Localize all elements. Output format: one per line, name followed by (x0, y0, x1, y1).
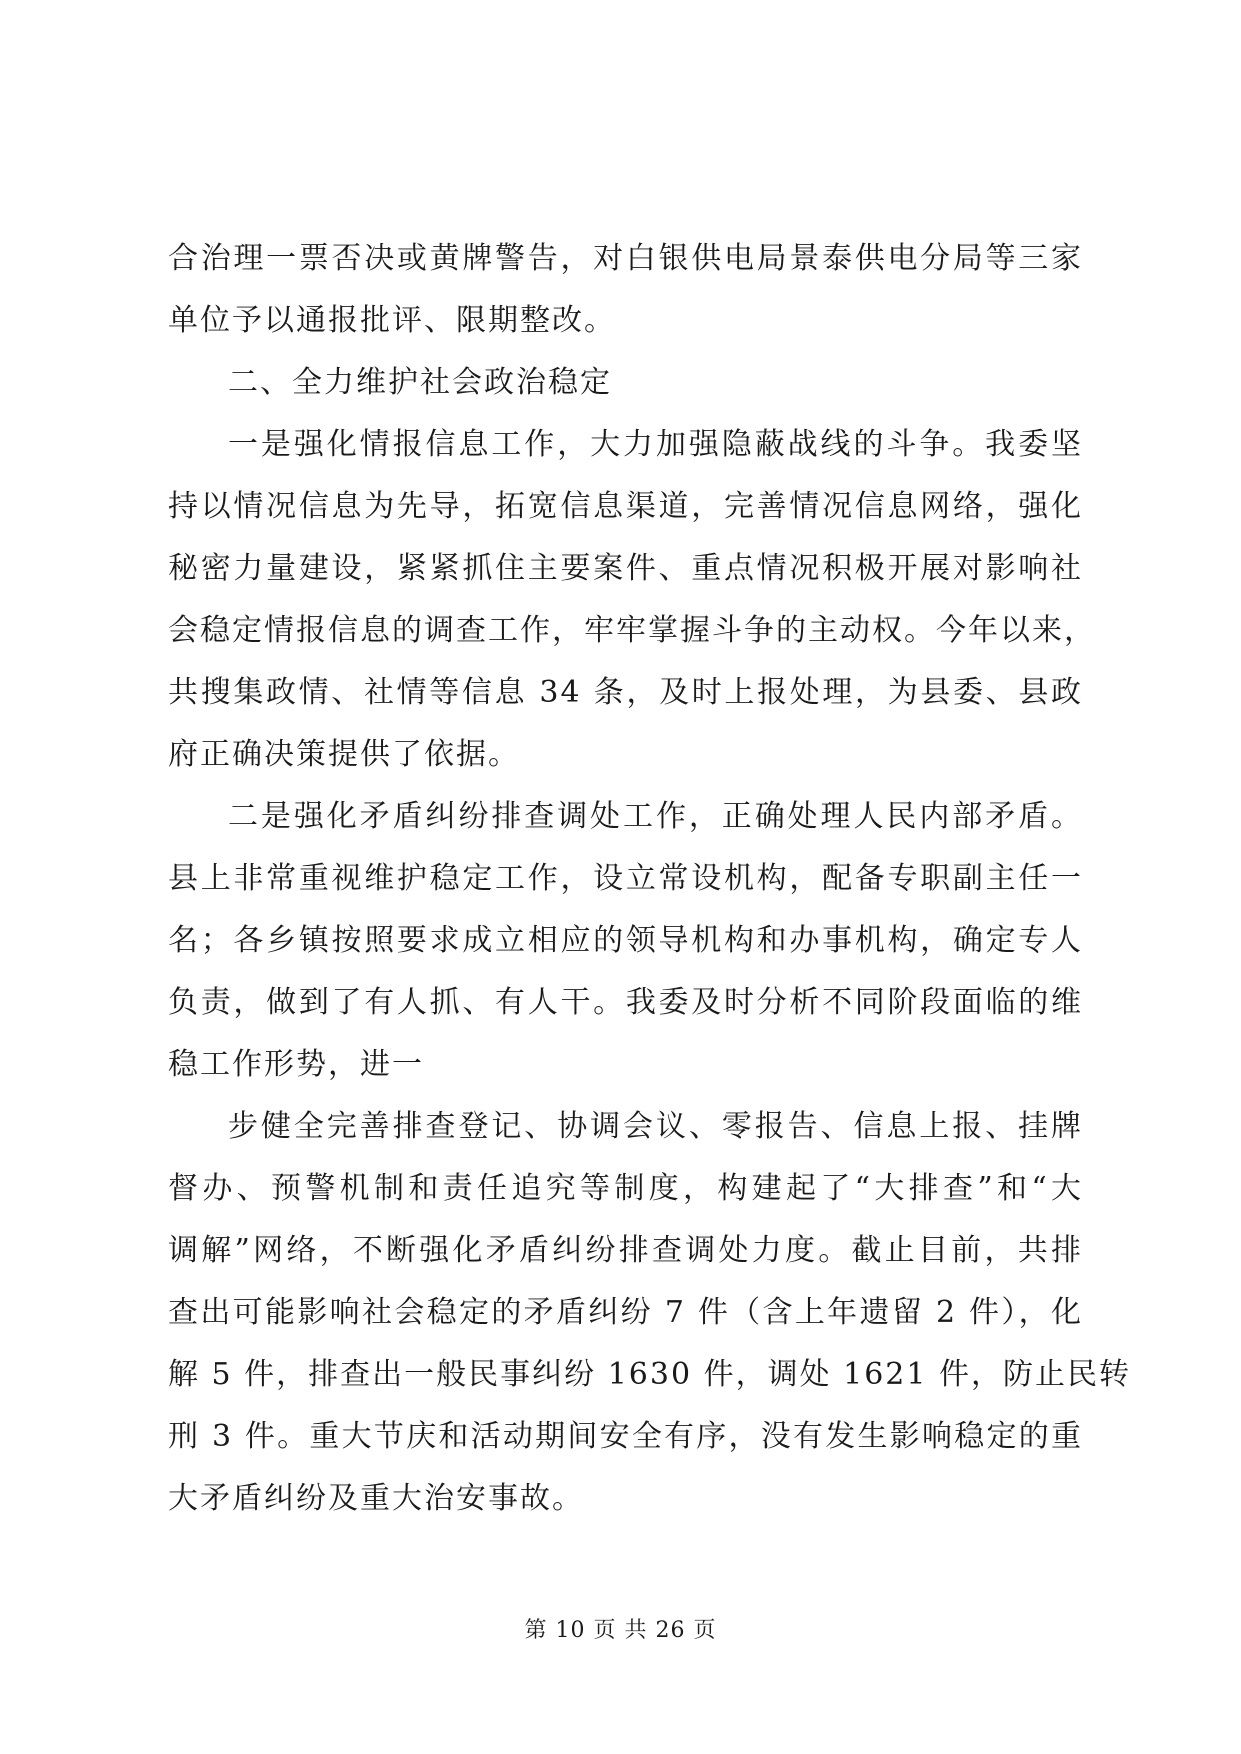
text-line: 合治理一票否决或黄牌警告，对白银供电局景泰供电分局等三家 (168, 241, 1083, 276)
text-line: 调解”网络，不断强化矛盾纠纷排查调处力度。截止目前，共排 (168, 1233, 1083, 1268)
text-line: 会稳定情报信息的调查工作，牢牢掌握斗争的主动权。今年以来， (168, 613, 1096, 648)
text-line: 名；各乡镇按照要求成立相应的领导机构和办事机构，确定专人 (168, 923, 1083, 958)
text-line: 查出可能影响社会稳定的矛盾纠纷 7 件（含上年遗留 2 件），化 (168, 1295, 1083, 1330)
text-line: 步健全完善排查登记、协调会议、零报告、信息上报、挂牌 (228, 1109, 1083, 1144)
text-line: 刑 3 件。重大节庆和活动期间安全有序，没有发生影响稳定的重 (168, 1419, 1083, 1454)
text-line: 二是强化矛盾纠纷排查调处工作，正确处理人民内部矛盾。 (228, 799, 1083, 834)
text-line: 持以情况信息为先导，拓宽信息渠道，完善情况信息网络，强化 (168, 489, 1083, 524)
section-heading: 二、全力维护社会政治稳定 (228, 365, 612, 400)
text-line: 大矛盾纠纷及重大治安事故。 (168, 1481, 584, 1516)
text-line: 解 5 件，排查出一般民事纠纷 1630 件，调处 1621 件，防止民转 (168, 1357, 1131, 1392)
text-line: 负责，做到了有人抓、有人干。我委及时分析不同阶段面临的维 (168, 985, 1083, 1020)
text-line: 共搜集政情、社情等信息 34 条，及时上报处理，为县委、县政 (168, 675, 1083, 710)
text-line: 秘密力量建设，紧紧抓住主要案件、重点情况积极开展对影响社 (168, 551, 1083, 586)
document-body (168, 228, 1131, 1530)
text-line: 县上非常重视维护稳定工作，设立常设机构，配备专职副主任一 (168, 861, 1083, 896)
text-line: 府正确决策提供了依据。 (168, 737, 520, 772)
text-line: 稳工作形势，进一 (168, 1047, 424, 1082)
text-line: 督办、预警机制和责任追究等制度，构建起了“大排查”和“大 (168, 1171, 1083, 1206)
page-number-footer: 第 10 页 共 26 页 (524, 1618, 717, 1643)
text-line: 单位予以通报批评、限期整改。 (168, 303, 616, 338)
text-line: 一是强化情报信息工作，大力加强隐蔽战线的斗争。我委坚 (228, 427, 1083, 462)
